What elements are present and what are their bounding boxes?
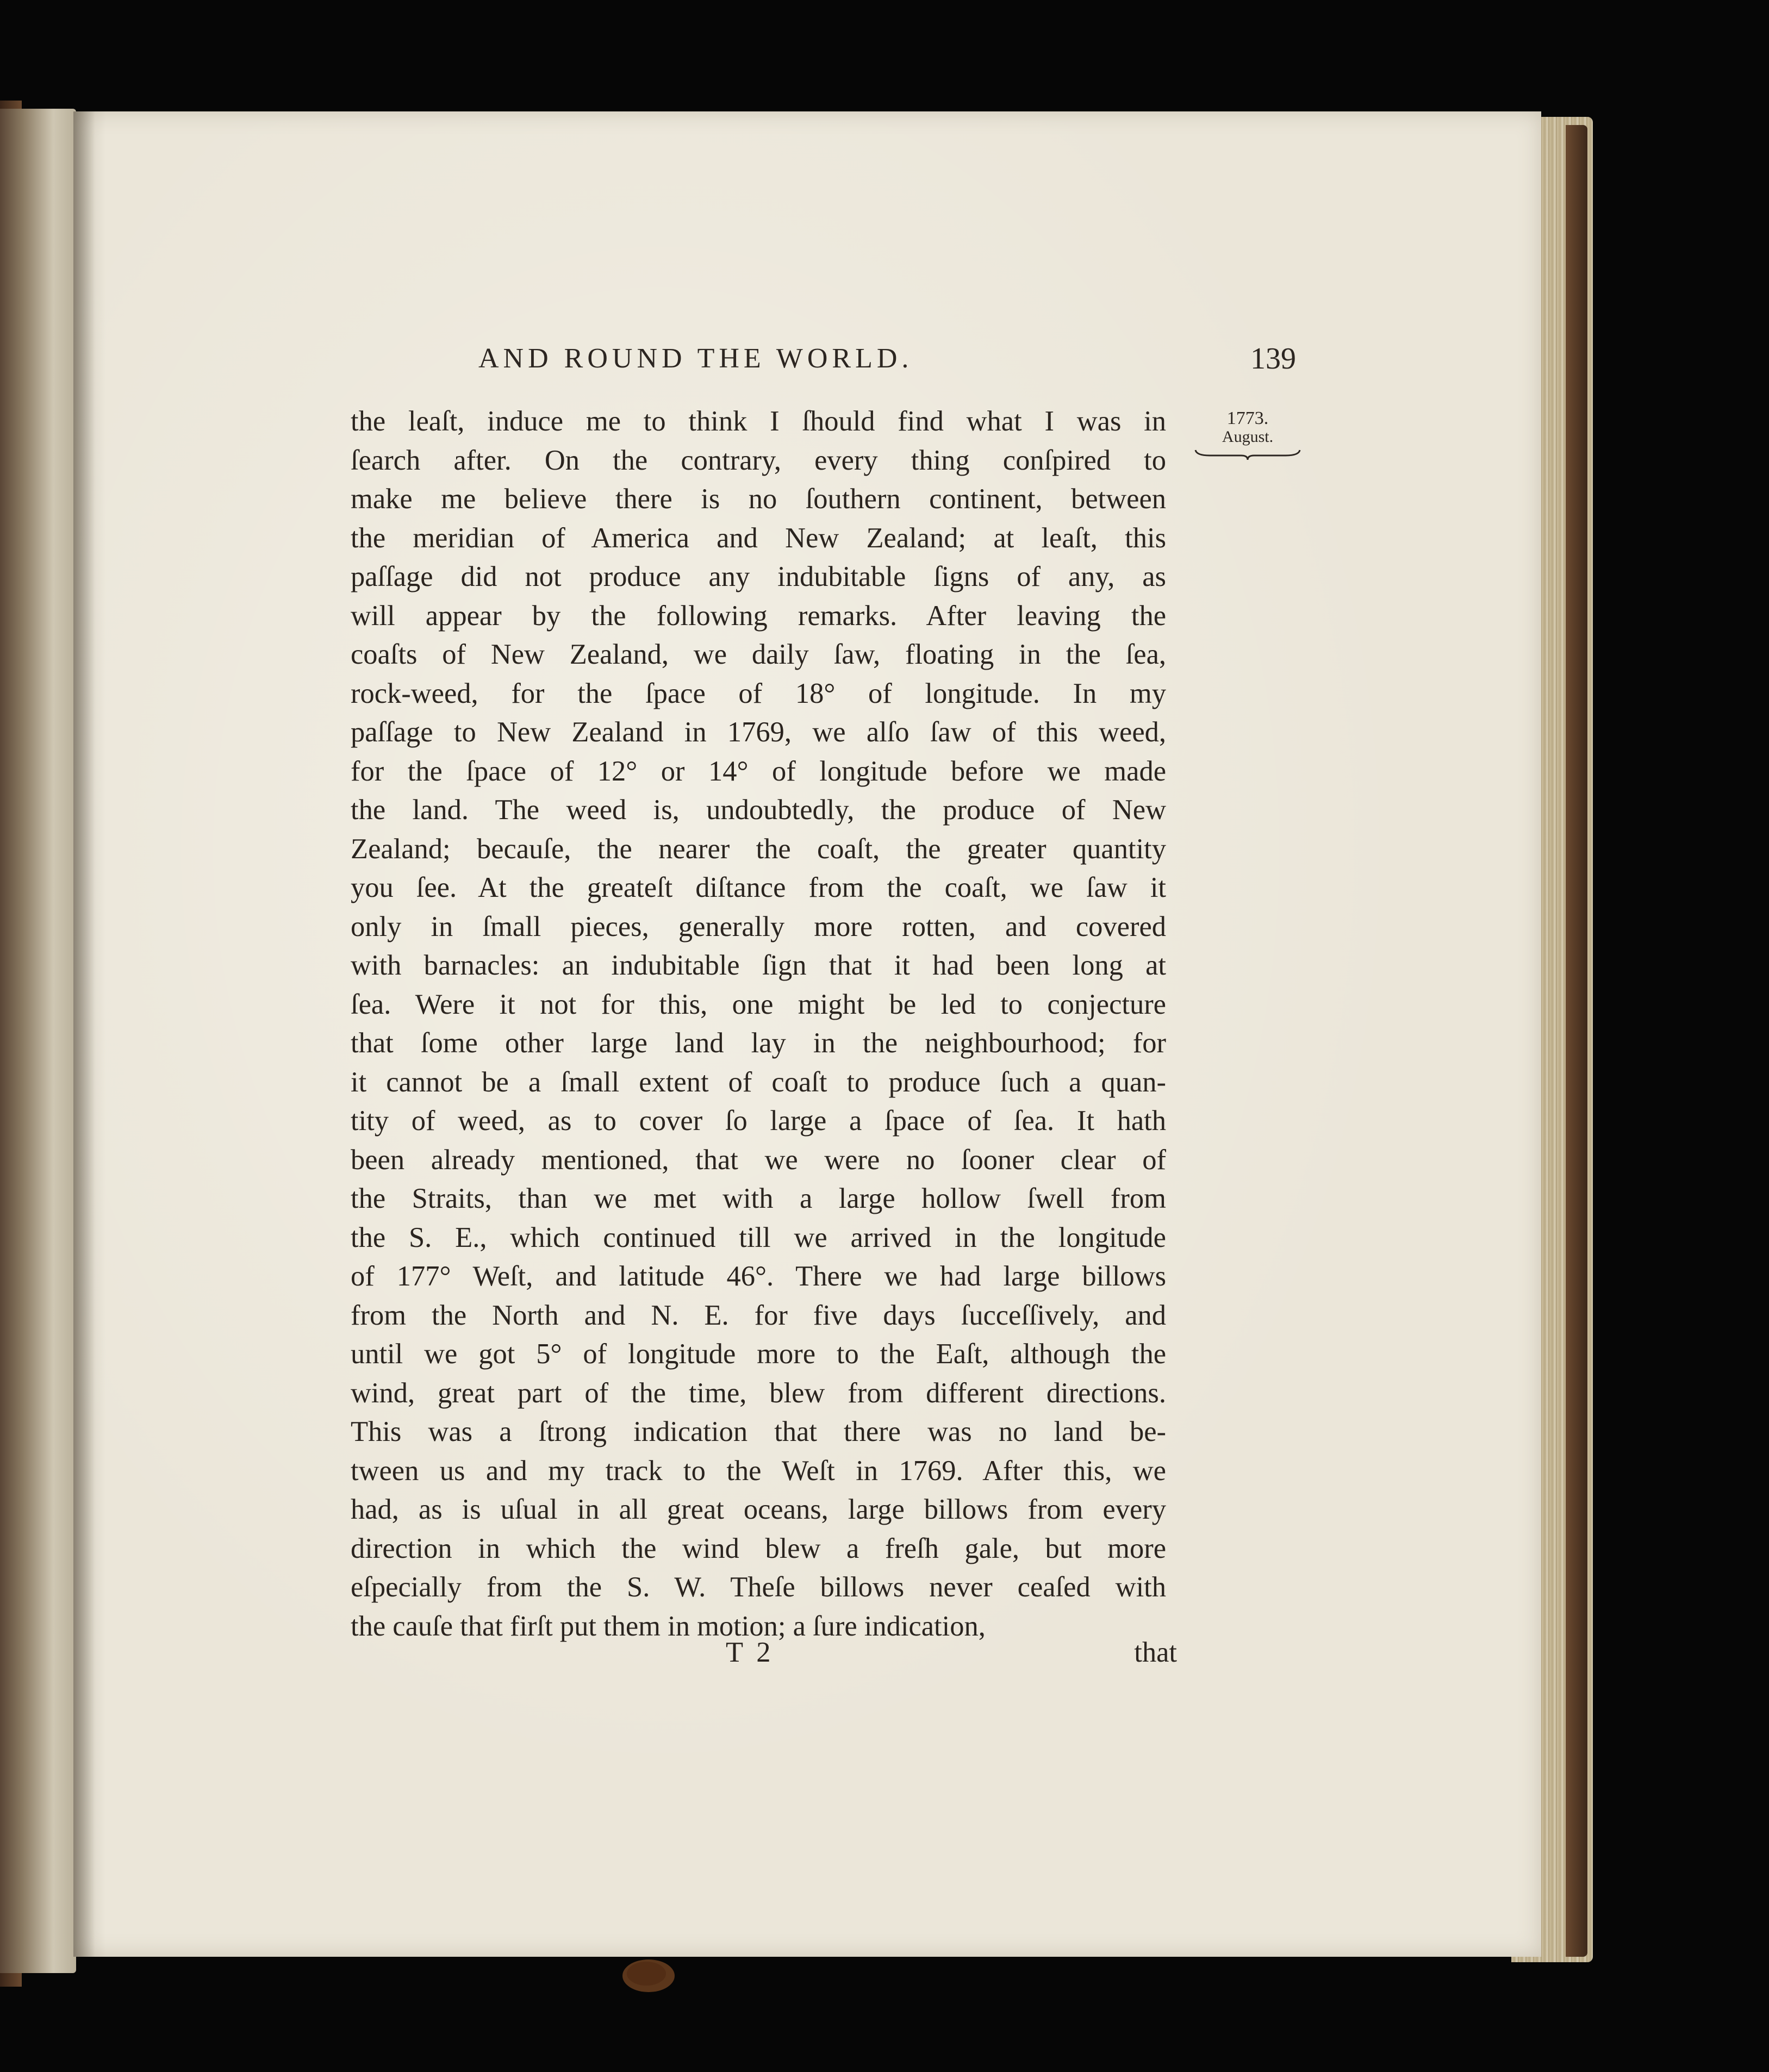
facing-page-edge xyxy=(0,109,76,1973)
running-head: AND ROUND THE WORLD. xyxy=(478,343,913,374)
text-line: rock-weed, for the ſpace of 18° of longitude. In my xyxy=(351,677,1166,709)
page-footer xyxy=(351,1636,1177,1675)
text-line: it cannot be a ſmall extent of coaſt to produce ſuch a quan- xyxy=(351,1066,1166,1098)
catchword: that xyxy=(1134,1637,1177,1668)
text-line: that ſome other large land lay in the neighbourhood; for xyxy=(351,1027,1166,1059)
text-line: until we got 5° of longitude more to the Eaſt, although the xyxy=(351,1338,1166,1370)
signature-mark: T 2 xyxy=(726,1637,774,1668)
text-line: the S. E., which continued till we arrived in the longitude xyxy=(351,1221,1166,1253)
text-line: This was a ſtrong indication that there was no land be- xyxy=(351,1416,1166,1447)
gutter-shadow xyxy=(73,111,95,1957)
text-line: ſearch after. On the contrary, every thing conſpired to xyxy=(351,444,1166,476)
margin-note-year: 1773. xyxy=(1226,408,1269,428)
text-line: will appear by the following remarks. After leaving the xyxy=(351,600,1166,632)
text-line: make me believe there is no ſouthern continent, between xyxy=(351,483,1166,515)
text-line: for the ſpace of 12° or 14° of longitude before we made xyxy=(351,755,1166,787)
text-line: of 177° Weſt, and latitude 46°. There we had large billows xyxy=(351,1260,1166,1292)
text-line: had, as is uſual in all great oceans, large billows from every xyxy=(351,1494,1166,1525)
text-line: wind, great part of the time, blew from different directions. xyxy=(351,1377,1166,1409)
margin-note-month: August. xyxy=(1222,428,1274,446)
text-line: direction in which the wind blew a freſh gale, but more xyxy=(351,1532,1166,1564)
text-line: from the North and N. E. for five days ſucceſſively, and xyxy=(351,1299,1166,1331)
text-line: tween us and my track to the Weſt in 1769. After this, we xyxy=(351,1455,1166,1487)
text-line: you ſee. At the greateſt diſtance from the coaſt, we ſaw it xyxy=(351,872,1166,903)
text-line: tity of weed, as to cover ſo large a ſpace of ſea. It hath xyxy=(351,1105,1166,1137)
text-line: the land. The weed is, undoubtedly, the produce of New xyxy=(351,794,1166,826)
text-line: paſſage to New Zealand in 1769, we alſo ſaw of this weed, xyxy=(351,716,1166,748)
page-number: 139 xyxy=(1250,342,1296,376)
ink-stain xyxy=(617,1954,682,1998)
text-line: the meridian of America and New Zealand; at leaſt, this xyxy=(351,522,1166,554)
text-line: ſea. Were it not for this, one might be led to conjecture xyxy=(351,988,1166,1020)
right-cover-edge xyxy=(1566,125,1587,1957)
text-line: the cauſe that firſt put them in motion; a ſure indication, xyxy=(351,1610,986,1642)
text-line: paſſage did not produce any indubitable ſigns of any, as xyxy=(351,561,1166,592)
margin-date-note xyxy=(1185,409,1310,461)
text-line: eſpecially from the S. W. Theſe billows never ceaſed with xyxy=(351,1571,1166,1603)
brace-ornament-icon xyxy=(1193,448,1302,461)
text-line: with barnacles: an indubitable ſign that it had been long at xyxy=(351,950,1166,981)
text-line: been already mentioned, that we were no ſooner clear of xyxy=(351,1144,1166,1176)
text-line: the Straits, than we met with a large hollow ſwell from xyxy=(351,1183,1166,1214)
text-line: only in ſmall pieces, generally more rotten, and covered xyxy=(351,910,1166,943)
body-text xyxy=(351,402,1166,1646)
text-line: the leaſt, induce me to think I ſhould find what I was in xyxy=(351,405,1166,437)
text-line: coaſts of New Zealand, we daily ſaw, floating in the ſea, xyxy=(351,639,1166,670)
text-line: Zealand; becauſe, the nearer the coaſt, the greater quantity xyxy=(351,833,1166,865)
